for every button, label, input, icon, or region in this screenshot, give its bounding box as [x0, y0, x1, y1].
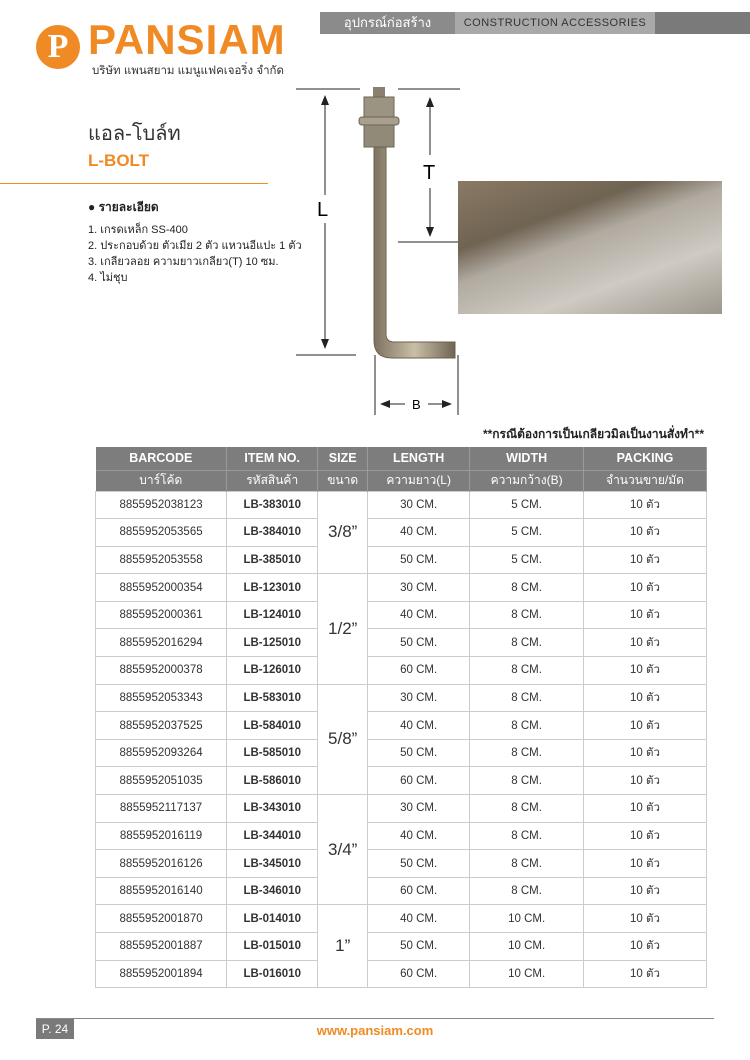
cell-barcode: 8855952051035 — [96, 767, 227, 795]
dimension-l-label: L — [317, 199, 329, 221]
cell-item-no: LB-014010 — [227, 905, 318, 933]
col-length: LENGTH — [368, 447, 470, 470]
table-body — [96, 491, 707, 988]
cell-barcode: 8855952000361 — [96, 601, 227, 629]
cell-item-no: LB-343010 — [227, 795, 318, 823]
table-row — [96, 629, 707, 657]
table-row — [96, 684, 707, 712]
cell-barcode: 8855952001870 — [96, 905, 227, 933]
cell-barcode: 8855952037525 — [96, 712, 227, 740]
detail-item: 1. เกรดเหล็ก SS-400 — [88, 224, 188, 236]
table-row — [96, 601, 707, 629]
cell-item-no: LB-123010 — [227, 574, 318, 602]
cell-item-no: LB-586010 — [227, 767, 318, 795]
cell-width: 8 CM. — [470, 574, 584, 602]
cell-packing: 10 ตัว — [584, 712, 707, 740]
col-item-th: รหัสสินค้า — [227, 470, 318, 491]
cell-length: 40 CM. — [368, 905, 470, 933]
cell-item-no: LB-125010 — [227, 629, 318, 657]
col-length-th: ความยาว(L) — [368, 470, 470, 491]
category-en: CONSTRUCTION ACCESSORIES — [455, 12, 655, 34]
col-width: WIDTH — [470, 447, 584, 470]
product-title-th: แอล-โบล์ท — [88, 123, 181, 145]
website-link[interactable]: www.pansiam.com — [316, 1023, 434, 1038]
cell-barcode: 8855952038123 — [96, 491, 227, 519]
cell-width: 8 CM. — [470, 822, 584, 850]
cell-item-no: LB-383010 — [227, 491, 318, 519]
installation-photo — [458, 181, 722, 314]
table-row — [96, 519, 707, 547]
cell-barcode: 8855952053558 — [96, 546, 227, 574]
cell-packing: 10 ตัว — [584, 960, 707, 988]
product-title-en: L-BOLT — [88, 151, 150, 170]
table-row — [96, 491, 707, 519]
col-item: ITEM NO. — [227, 447, 318, 470]
cell-barcode: 8855952016140 — [96, 877, 227, 905]
cell-length: 50 CM. — [368, 933, 470, 961]
cell-item-no: LB-016010 — [227, 960, 318, 988]
detail-item: 3. เกลียวลอย ความยาวเกลียว(T) 10 ซม. — [88, 256, 279, 268]
col-size: SIZE — [318, 447, 368, 470]
cell-packing: 10 ตัว — [584, 905, 707, 933]
cell-item-no: LB-126010 — [227, 657, 318, 685]
table-row — [96, 767, 707, 795]
cell-packing: 10 ตัว — [584, 822, 707, 850]
cell-packing: 10 ตัว — [584, 657, 707, 685]
product-table — [95, 447, 707, 988]
cell-item-no: LB-583010 — [227, 684, 318, 712]
cell-packing: 10 ตัว — [584, 574, 707, 602]
cell-length: 50 CM. — [368, 546, 470, 574]
cell-packing: 10 ตัว — [584, 546, 707, 574]
table-row — [96, 739, 707, 767]
cell-item-no: LB-584010 — [227, 712, 318, 740]
cell-width: 10 CM. — [470, 960, 584, 988]
cell-barcode: 8855952117137 — [96, 795, 227, 823]
cell-size: 1” — [318, 905, 368, 988]
cell-length: 50 CM. — [368, 850, 470, 878]
cell-length: 60 CM. — [368, 877, 470, 905]
cell-barcode: 8855952093264 — [96, 739, 227, 767]
cell-packing: 10 ตัว — [584, 601, 707, 629]
brand-logo: P — [36, 25, 80, 69]
cell-width: 8 CM. — [470, 877, 584, 905]
cell-item-no: LB-585010 — [227, 739, 318, 767]
category-bar — [320, 12, 750, 34]
cell-length: 50 CM. — [368, 739, 470, 767]
table-row — [96, 712, 707, 740]
detail-item: 2. ประกอบด้วย ตัวเมีย 2 ตัว แหวนอีแปะ 1 ตัว — [88, 240, 302, 252]
cell-width: 8 CM. — [470, 767, 584, 795]
cell-item-no: LB-124010 — [227, 601, 318, 629]
col-packing: PACKING — [584, 447, 707, 470]
cell-width: 8 CM. — [470, 629, 584, 657]
cell-width: 8 CM. — [470, 795, 584, 823]
table-row — [96, 546, 707, 574]
table-row — [96, 822, 707, 850]
cell-packing: 10 ตัว — [584, 684, 707, 712]
bolt-diagram — [290, 55, 460, 415]
cell-width: 5 CM. — [470, 491, 584, 519]
cell-width: 8 CM. — [470, 739, 584, 767]
cell-width: 10 CM. — [470, 905, 584, 933]
brand-name: PANSIAM — [88, 16, 286, 63]
cell-length: 30 CM. — [368, 574, 470, 602]
footer-divider — [36, 1018, 714, 1019]
cell-barcode: 8855952053343 — [96, 684, 227, 712]
cell-width: 8 CM. — [470, 657, 584, 685]
company-name: บริษัท แพนสยาม แมนูแฟคเจอริ่ง จำกัด — [92, 65, 284, 77]
col-width-th: ความกว้าง(B) — [470, 470, 584, 491]
cell-length: 60 CM. — [368, 767, 470, 795]
detail-item: 4. ไม่ชุบ — [88, 272, 128, 284]
cell-length: 40 CM. — [368, 519, 470, 547]
category-th: อุปกรณ์ก่อสร้าง — [320, 12, 455, 34]
cell-item-no: LB-385010 — [227, 546, 318, 574]
cell-length: 50 CM. — [368, 629, 470, 657]
col-barcode-th: บาร์โค้ด — [96, 470, 227, 491]
details-list — [88, 222, 302, 286]
cell-barcode: 8855952000378 — [96, 657, 227, 685]
table-row — [96, 877, 707, 905]
col-size-th: ขนาด — [318, 470, 368, 491]
cell-barcode: 8855952001894 — [96, 960, 227, 988]
cell-packing: 10 ตัว — [584, 795, 707, 823]
dimension-t-label: T — [423, 162, 436, 184]
cell-length: 30 CM. — [368, 795, 470, 823]
cell-width: 10 CM. — [470, 933, 584, 961]
cell-item-no: LB-015010 — [227, 933, 318, 961]
cell-packing: 10 ตัว — [584, 491, 707, 519]
cell-length: 40 CM. — [368, 712, 470, 740]
cell-item-no: LB-346010 — [227, 877, 318, 905]
table-row — [96, 905, 707, 933]
cell-width: 8 CM. — [470, 684, 584, 712]
cell-size: 1/2” — [318, 574, 368, 684]
cell-item-no: LB-344010 — [227, 822, 318, 850]
cell-packing: 10 ตัว — [584, 877, 707, 905]
cell-item-no: LB-384010 — [227, 519, 318, 547]
cell-barcode: 8855952016119 — [96, 822, 227, 850]
table-row — [96, 574, 707, 602]
cell-barcode: 8855952053565 — [96, 519, 227, 547]
col-barcode: BARCODE — [96, 447, 227, 470]
cell-size: 5/8” — [318, 684, 368, 794]
cell-packing: 10 ตัว — [584, 933, 707, 961]
cell-size: 3/4” — [318, 795, 368, 905]
cell-length: 60 CM. — [368, 657, 470, 685]
cell-barcode: 8855952016294 — [96, 629, 227, 657]
cell-packing: 10 ตัว — [584, 767, 707, 795]
table-row — [96, 850, 707, 878]
cell-width: 8 CM. — [470, 850, 584, 878]
cell-width: 8 CM. — [470, 712, 584, 740]
table-row — [96, 795, 707, 823]
table-row — [96, 960, 707, 988]
cell-length: 40 CM. — [368, 822, 470, 850]
col-packing-th: จำนวนขาย/มัด — [584, 470, 707, 491]
cell-width: 8 CM. — [470, 601, 584, 629]
cell-item-no: LB-345010 — [227, 850, 318, 878]
cell-packing: 10 ตัว — [584, 739, 707, 767]
cell-packing: 10 ตัว — [584, 519, 707, 547]
cell-length: 40 CM. — [368, 601, 470, 629]
dimension-b-label: B — [412, 397, 421, 412]
cell-width: 5 CM. — [470, 546, 584, 574]
table-row — [96, 657, 707, 685]
page-number: P. 24 — [36, 1019, 74, 1039]
table-row — [96, 933, 707, 961]
cell-size: 3/8” — [318, 491, 368, 574]
custom-order-note: **กรณีต้องการเป็นเกลียวมิลเป็นงานสั่งทำ** — [482, 427, 704, 441]
cell-barcode: 8855952001887 — [96, 933, 227, 961]
details-heading: ● รายละเอียด — [88, 200, 159, 214]
cell-length: 30 CM. — [368, 684, 470, 712]
cell-width: 5 CM. — [470, 519, 584, 547]
cell-barcode: 8855952016126 — [96, 850, 227, 878]
cell-length: 30 CM. — [368, 491, 470, 519]
divider — [0, 183, 268, 184]
cell-length: 60 CM. — [368, 960, 470, 988]
cell-packing: 10 ตัว — [584, 629, 707, 657]
cell-barcode: 8855952000354 — [96, 574, 227, 602]
cell-packing: 10 ตัว — [584, 850, 707, 878]
